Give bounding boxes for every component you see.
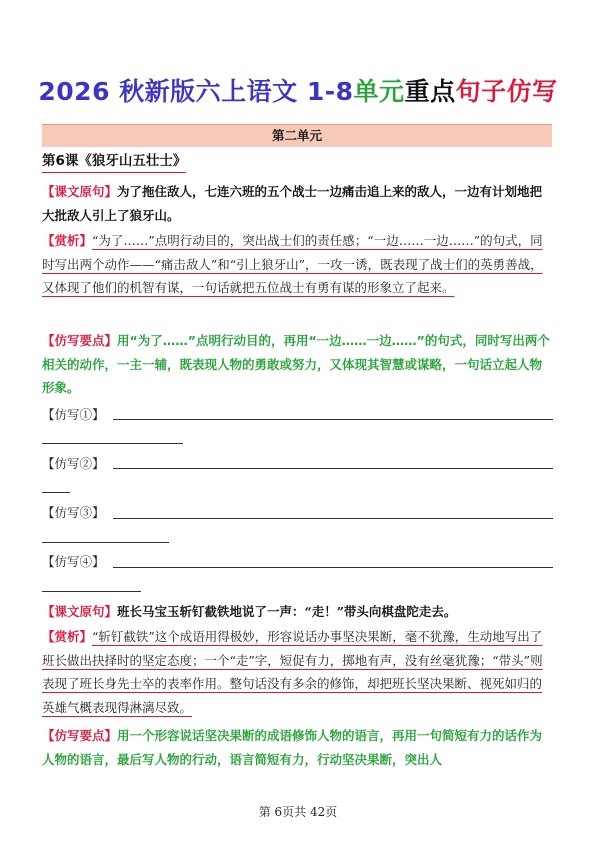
practice-label-3: 【仿写③】: [42, 505, 105, 520]
answer-line[interactable]: [42, 591, 141, 592]
practice-label-2: 【仿写②】: [42, 456, 105, 471]
analysis-tag: 【赏析】: [42, 629, 93, 644]
points-text: 用一个形容说话坚决果断的成语修饰人物的语言，再用一句简短有力的话作为人物的语言，最后写人物的行动，语言简短有力，行动坚决果断，突出人: [42, 728, 543, 767]
analysis-2: [42, 625, 554, 719]
answer-line[interactable]: [42, 542, 169, 543]
answer-line[interactable]: [113, 518, 553, 519]
original-sentence-2: [42, 600, 554, 624]
analysis-1: [42, 229, 554, 300]
title-part-3: 重点: [404, 77, 456, 106]
analysis-tag: 【赏析】: [42, 233, 93, 248]
unit-heading: 第二单元: [42, 124, 552, 147]
original-tag: 【课文原句】: [42, 604, 118, 619]
points-tag: 【仿写要点】: [42, 333, 118, 348]
lesson-title: 第6课《狼牙山五壮士》: [42, 151, 186, 173]
original-text: 为了拖住敌人，七连六班的五个战士一边痛击追上来的敌人，一边有计划地把大批敌人引上了狼牙山。: [42, 184, 543, 223]
document-title: [0, 76, 596, 108]
writing-points-2: [42, 724, 554, 771]
title-part-4: 句子仿写: [455, 77, 558, 106]
practice-label-1: 【仿写①】: [42, 407, 105, 422]
title-part-1: 2026 秋新版六上语文 1-8: [38, 77, 354, 106]
points-text: 用“为了……”点明行动目的，再用“一边……一边……”的句式，同时写出两个相关的动作，一主一辅，既表现人物的勇敢或努力，又体现其智慧或谋略，一句话立起人物形象。: [42, 333, 550, 395]
original-text: 班长马宝玉斩钉截铁地说了一声：“走！”带头向棋盘陀走去。: [117, 604, 457, 619]
writing-points-1: [42, 329, 554, 400]
original-tag: 【课文原句】: [42, 184, 118, 199]
title-part-2: 单元: [353, 77, 405, 106]
analysis-text: “斩钉截铁”这个成语用得极妙，形容说话办事坚决果断，毫不犹豫，生动地写出了班长做出抉择时的坚定态度；一个“走”字，短促有力，掷地有声，没有丝毫犹豫；“带头”则表现了班长身先士卒的表率作用。整句话没有多余的修饰，却把班长坚决果断、视死如归的英雄气概表现得淋漓尽致。: [42, 629, 543, 715]
analysis-text: “为了……”点明行动目的，突出战士们的责任感；“一边……一边……”的句式，同时写出两个动作——“痛击敌人”和“引上狼牙山”，一攻一诱，既表现了战士们的英勇善战，又体现了他们的机智有谋，一句话就把五位战士有勇有谋的形象立了起来。: [42, 233, 543, 295]
answer-line[interactable]: [113, 419, 553, 420]
practice-label-4: 【仿写④】: [42, 554, 105, 569]
page-footer: 第 6页共 42页: [258, 805, 338, 819]
original-sentence-1: [42, 180, 554, 227]
answer-line[interactable]: [113, 468, 553, 469]
points-tag: 【仿写要点】: [42, 728, 118, 743]
answer-line[interactable]: [113, 567, 553, 568]
answer-line[interactable]: [42, 443, 183, 444]
answer-line[interactable]: [42, 492, 70, 493]
